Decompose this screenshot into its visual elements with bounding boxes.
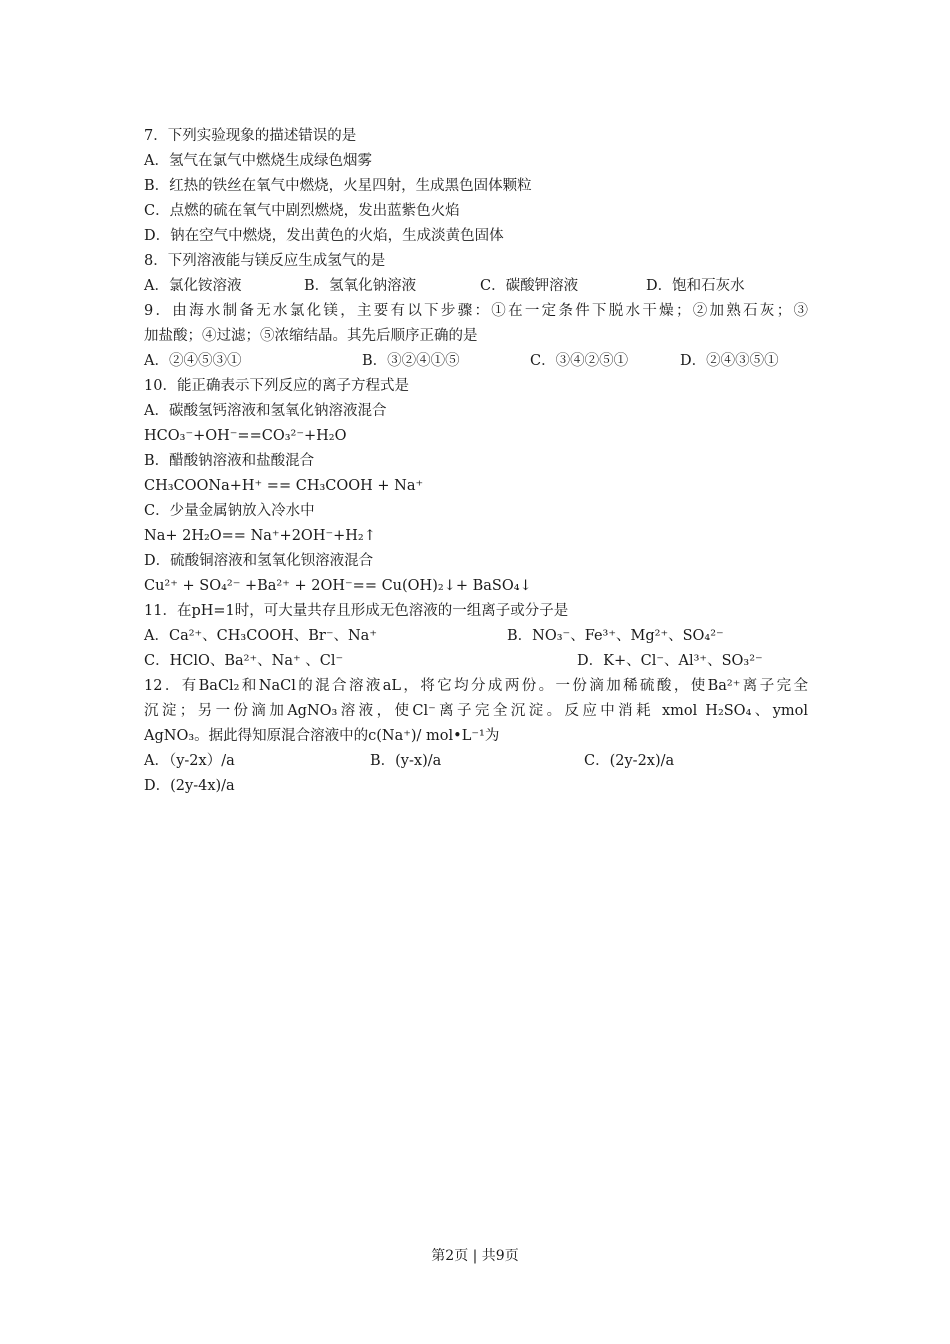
q12-option-c: C．(2y-2x)/a [584,753,675,769]
q10-equation-c: Na+ 2H₂O== Na⁺+2OH⁻+H₂↑ [144,528,376,544]
q11-option-a: A．Ca²⁺、CH₃COOH、Br⁻、Na⁺ [144,628,377,644]
q12-option-d: D．(2y-4x)/a [144,778,235,794]
q7-option-c: C．点燃的硫在氧气中剧烈燃烧，发出蓝紫色火焰 [144,203,460,219]
q12-stem-line3: AgNO₃。据此得知原混合溶液中的c(Na⁺)/ mol•L⁻¹为 [144,728,500,744]
q12-option-b: B．(y-x)/a [370,753,442,769]
q8-option-b: B．氢氧化钠溶液 [304,278,417,294]
q9-stem-line1: 9．由海水制备无水氯化镁，主要有以下步骤：①在一定条件下脱水干燥；②加熟石灰；③ [144,303,808,319]
q8-option-a: A．氯化铵溶液 [144,278,242,294]
q7-option-b: B．红热的铁丝在氧气中燃烧，火星四射，生成黑色固体颗粒 [144,178,532,194]
q10-option-b: B．醋酸钠溶液和盐酸混合 [144,453,315,469]
question-content [144,124,808,799]
q8-options [144,274,808,299]
q11-options-ab [144,624,808,649]
q10-option-c: C．少量金属钠放入冷水中 [144,503,315,519]
q9-option-b: B．③②④①⑤ [362,353,460,369]
q11-option-b: B．NO₃⁻、Fe³⁺、Mg²⁺、SO₄²⁻ [507,628,724,644]
q10-equation-d: Cu²⁺ + SO₄²⁻ +Ba²⁺ + 2OH⁻== Cu(OH)₂↓+ BaSO₄↓ [144,578,532,594]
q10-equation-b: CH₃COONa+H⁺ == CH₃COOH + Na⁺ [144,478,424,494]
q11-options-cd [144,649,808,674]
q12-stem-line1: 12．有BaCl₂和NaCl的混合溶液aL，将它均分成两份。一份滴加稀硫酸，使Ba²⁺离子完全 [144,678,808,694]
q7-option-d: D．钠在空气中燃烧，发出黄色的火焰，生成淡黄色固体 [144,228,504,244]
page-footer: 第2页 | 共9页 [431,1248,519,1264]
q7-stem: 7．下列实验现象的描述错误的是 [144,128,357,144]
q9-options [144,349,808,374]
q8-option-c: C．碳酸钾溶液 [480,278,579,294]
q7-option-a: A．氢气在氯气中燃烧生成绿色烟雾 [144,153,372,169]
q12-option-a: A．（y-2x）/a [144,753,235,769]
q10-equation-a: HCO₃⁻+OH⁻==CO₃²⁻+H₂O [144,428,347,444]
q8-option-d: D．饱和石灰水 [646,278,745,294]
q10-option-d: D．硫酸铜溶液和氢氧化钡溶液混合 [144,553,374,569]
q9-option-c: C．③④②⑤① [530,353,629,369]
q11-stem: 11．在pH=1时，可大量共存且形成无色溶液的一组离子或分子是 [144,603,569,619]
q9-option-d: D．②④③⑤① [680,353,779,369]
q11-option-d: D．K+、Cl⁻、Al³⁺、SO₃²⁻ [577,653,763,669]
q8-stem: 8．下列溶液能与镁反应生成氢气的是 [144,253,386,269]
q11-option-c: C．HClO、Ba²⁺、Na⁺ 、Cl⁻ [144,653,344,669]
q10-stem: 10．能正确表示下列反应的离子方程式是 [144,378,409,394]
q12-options-abc [144,749,808,774]
q9-stem-line2: 加盐酸；④过滤；⑤浓缩结晶。其先后顺序正确的是 [144,328,478,344]
q9-option-a: A．②④⑤③① [144,353,242,369]
q10-option-a: A．碳酸氢钙溶液和氢氧化钠溶液混合 [144,403,387,419]
q12-stem-line2: 沉淀；另一份滴加AgNO₃溶液，使Cl⁻离子完全沉淀。反应中消耗 xmol H₂SO₄、ymol [144,703,808,719]
